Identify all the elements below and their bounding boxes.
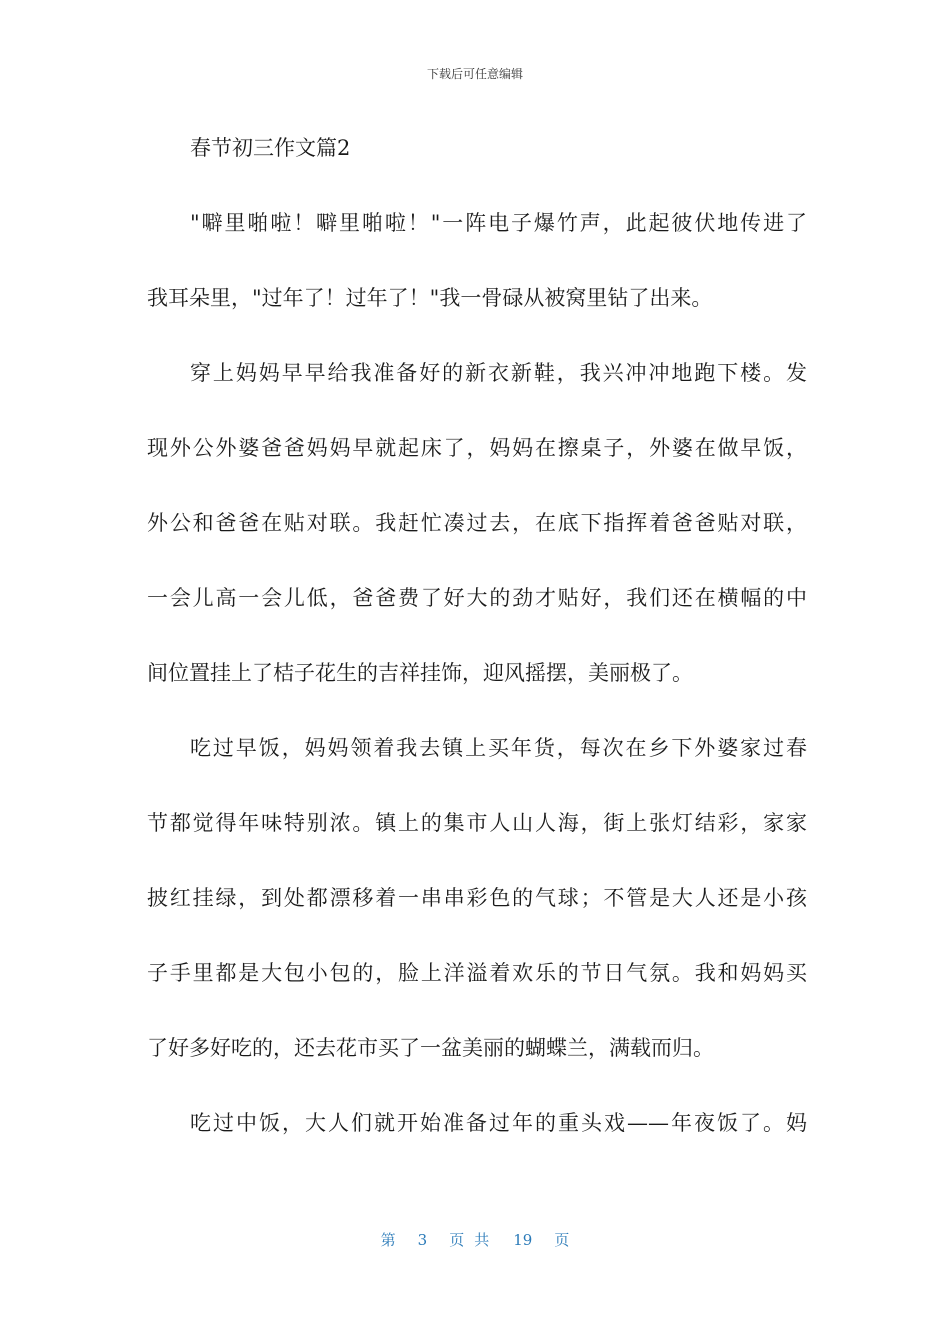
footer-prefix: 第 bbox=[380, 1231, 396, 1249]
page-footer bbox=[0, 1230, 950, 1250]
paragraph-line: "噼里啪啦！噼里啪啦！"一阵电子爆竹声，此起彼伏地传进了 bbox=[190, 211, 807, 235]
footer-middle: 页共 bbox=[449, 1231, 500, 1249]
paragraph-line: 一会儿高一会儿低，爸爸费了好大的劲才贴好，我们还在横幅的中 bbox=[147, 586, 807, 610]
paragraph-line: 子手里都是大包小包的，脸上洋溢着欢乐的节日气氛。我和妈妈买 bbox=[147, 961, 807, 985]
footer-suffix: 页 bbox=[554, 1231, 570, 1249]
paragraph-line: 披红挂绿，到处都漂移着一串串彩色的气球；不管是大人还是小孩 bbox=[147, 886, 807, 910]
footer-current-page: 3 bbox=[417, 1231, 428, 1249]
paragraph-line: 吃过中饭，大人们就开始准备过年的重头戏——年夜饭了。妈 bbox=[190, 1111, 807, 1135]
paragraph-line: 吃过早饭，妈妈领着我去镇上买年货，每次在乡下外婆家过春 bbox=[190, 736, 807, 760]
paragraph-line: 外公和爸爸在贴对联。我赶忙凑过去，在底下指挥着爸爸贴对联， bbox=[147, 511, 807, 535]
paragraph-line: 我耳朵里，"过年了！过年了！"我一骨碌从被窝里钻了出来。 bbox=[147, 286, 713, 310]
footer-total-pages: 19 bbox=[513, 1231, 533, 1249]
paragraph-line: 穿上妈妈早早给我准备好的新衣新鞋，我兴冲冲地跑下楼。发 bbox=[190, 361, 807, 385]
document-title: 春节初三作文篇2 bbox=[190, 136, 351, 160]
page-header-note: 下载后可任意编辑 bbox=[426, 67, 523, 81]
paragraph-line: 现外公外婆爸爸妈妈早就起床了，妈妈在擦桌子，外婆在做早饭， bbox=[147, 436, 807, 460]
paragraph-line: 节都觉得年味特别浓。镇上的集市人山人海，街上张灯结彩，家家 bbox=[147, 811, 807, 835]
paragraph-line: 间位置挂上了桔子花生的吉祥挂饰，迎风摇摆，美丽极了。 bbox=[147, 661, 693, 685]
paragraph-line: 了好多好吃的，还去花市买了一盆美丽的蝴蝶兰，满载而归。 bbox=[147, 1036, 714, 1060]
